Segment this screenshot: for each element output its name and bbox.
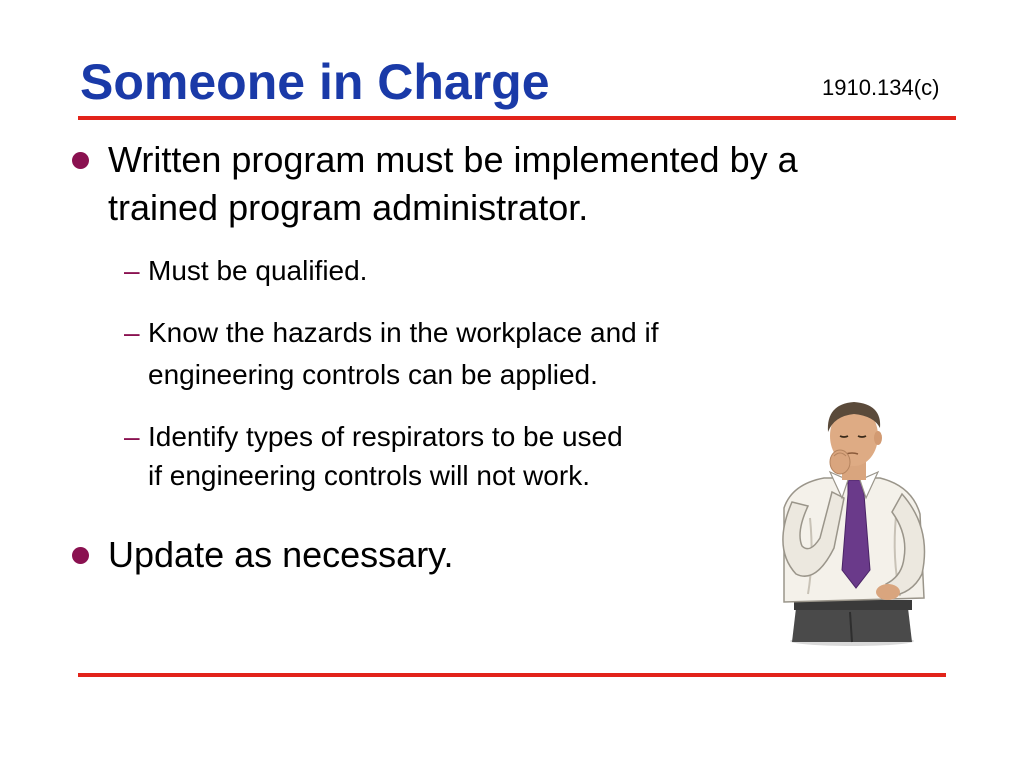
sub-bullet-text: engineering controls can be applied.: [148, 359, 598, 390]
regulation-reference: 1910.134(c): [822, 75, 940, 100]
bullet-text: trained program administrator.: [108, 187, 589, 228]
sub-bullet-text: Know the hazards in the workplace and if: [148, 317, 659, 348]
sub-bullet-text: if engineering controls will not work.: [148, 460, 590, 491]
sub-bullet-text: Identify types of respirators to be used: [148, 421, 623, 452]
bullet-text: Written program must be implemented by a: [108, 139, 798, 180]
sub-bullet-dash: –: [124, 317, 140, 348]
sub-bullet-dash: –: [124, 255, 140, 286]
slide-title: Someone in Charge: [80, 54, 550, 110]
bullet-dot: [72, 547, 89, 564]
thinking-man-illustration: [762, 398, 942, 646]
bullet-dot: [72, 152, 89, 169]
footer-divider: [78, 673, 946, 677]
sub-bullet-dash: –: [124, 421, 140, 452]
sub-bullet-text: Must be qualified.: [148, 255, 368, 286]
bullet-text: Update as necessary.: [108, 534, 454, 575]
title-divider: [78, 116, 956, 120]
